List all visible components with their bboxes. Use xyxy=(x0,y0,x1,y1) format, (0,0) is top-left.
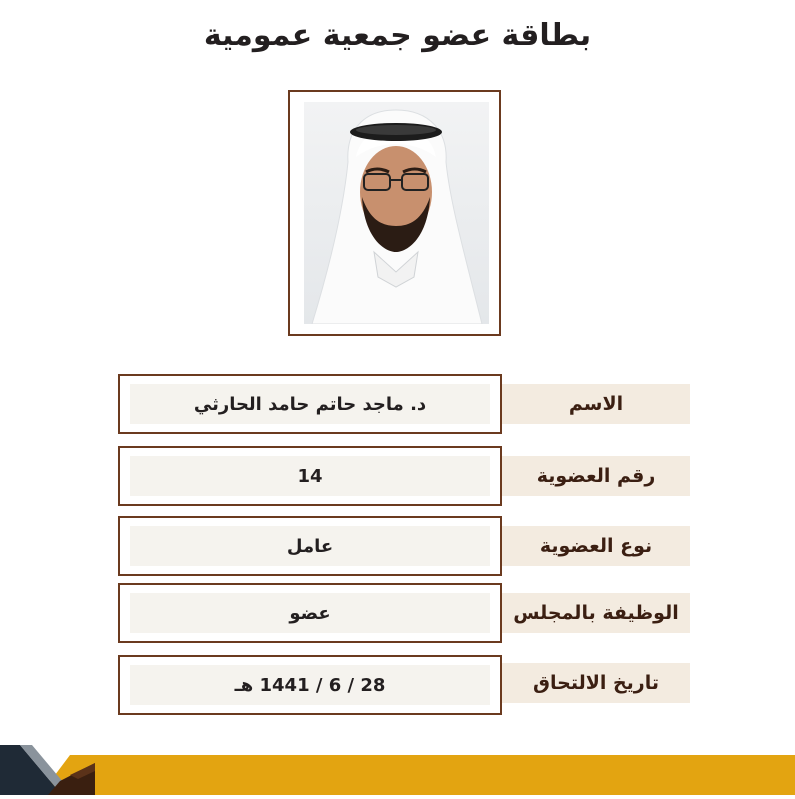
photo-frame xyxy=(288,90,501,336)
footer-band xyxy=(0,745,795,795)
field-value-box xyxy=(118,516,502,576)
field-value: عضو xyxy=(130,593,490,633)
field-label: تاريخ الالتحاق xyxy=(502,663,690,703)
field-value: د. ماجد حاتم حامد الحارثي xyxy=(130,384,490,424)
field-row-name xyxy=(0,374,795,434)
card-title: بطاقة عضو جمعية عمومية xyxy=(203,18,592,53)
field-value-box xyxy=(118,446,502,506)
field-value: عامل xyxy=(130,526,490,566)
field-label: رقم العضوية xyxy=(502,456,690,496)
field-row-membership-type xyxy=(0,516,795,576)
field-value-box xyxy=(118,583,502,643)
field-label: الوظيفة بالمجلس xyxy=(502,593,690,633)
field-row-join-date xyxy=(0,655,795,715)
field-value: 14 xyxy=(130,456,490,496)
field-label: الاسم xyxy=(502,384,690,424)
field-value-box xyxy=(118,655,502,715)
field-row-board-position xyxy=(0,583,795,643)
field-label: نوع العضوية xyxy=(502,526,690,566)
field-value: 28 / 6 / 1441 هـ xyxy=(130,665,490,705)
field-value-box xyxy=(118,374,502,434)
member-photo xyxy=(304,102,489,324)
field-row-membership-number xyxy=(0,446,795,506)
